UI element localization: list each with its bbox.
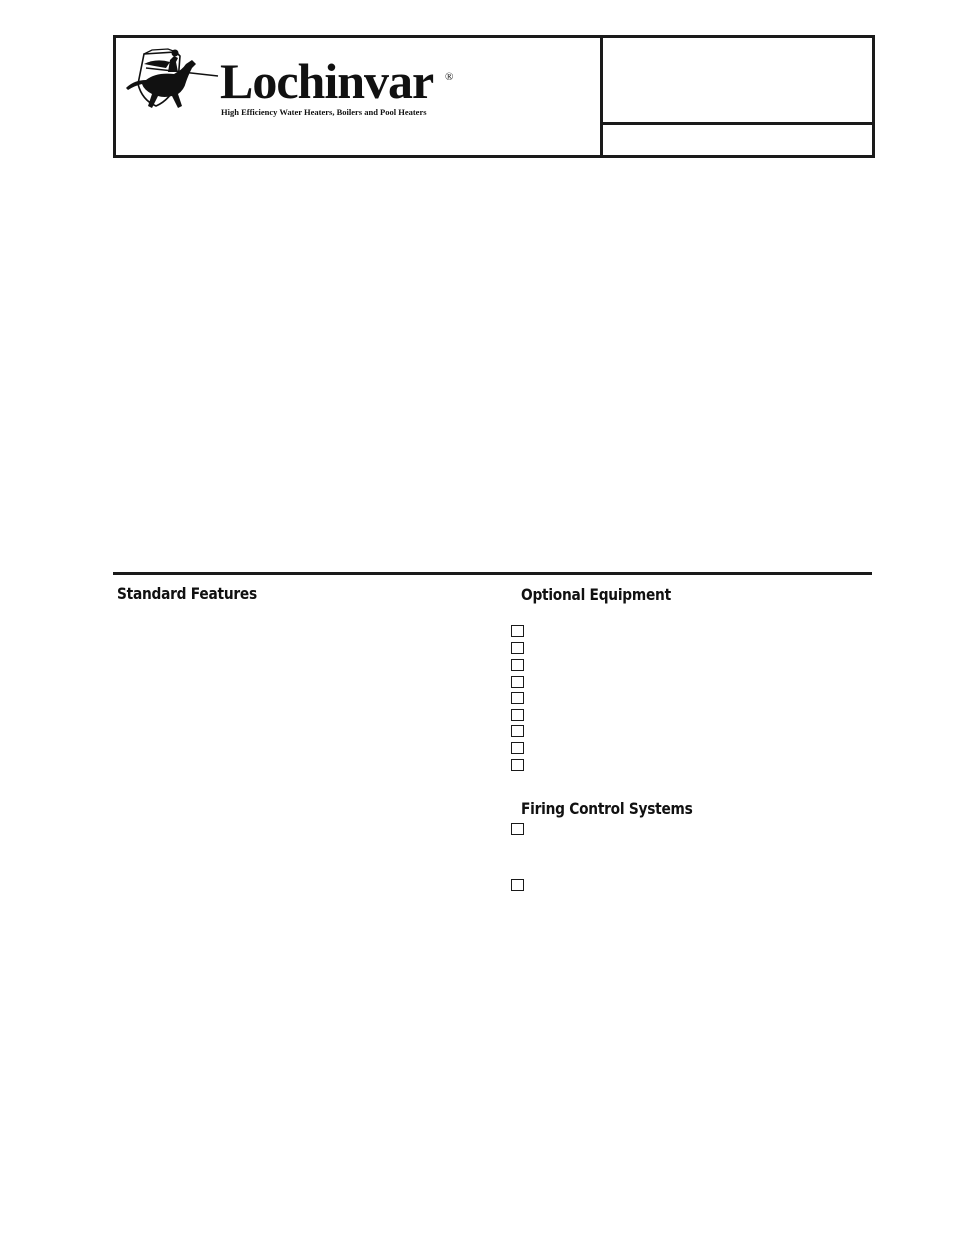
brand-logo: [126, 46, 456, 116]
header-divider-vertical: [600, 38, 603, 155]
knight-on-horse-icon: [126, 46, 221, 116]
firing-control-checkbox[interactable]: [511, 879, 524, 891]
brand-tagline: High Efficiency Water Heaters, Boilers and Pool Heaters: [221, 107, 427, 117]
optional-equipment-checkbox[interactable]: [511, 759, 524, 771]
optional-equipment-checkbox[interactable]: [511, 725, 524, 737]
firing-control-systems-title: Firing Control Systems: [521, 799, 693, 818]
optional-equipment-title: Optional Equipment: [521, 585, 671, 604]
header-box: [113, 35, 875, 158]
optional-equipment-checkbox[interactable]: [511, 625, 524, 637]
standard-features-title: Standard Features: [117, 584, 257, 603]
optional-equipment-checkbox[interactable]: [511, 709, 524, 721]
optional-equipment-checkbox[interactable]: [511, 742, 524, 754]
optional-equipment-checkbox[interactable]: [511, 676, 524, 688]
firing-control-checkbox[interactable]: [511, 823, 524, 835]
registered-mark: ®: [445, 71, 454, 83]
optional-equipment-checkbox[interactable]: [511, 659, 524, 671]
optional-equipment-checkbox[interactable]: [511, 642, 524, 654]
header-divider-horizontal: [603, 122, 872, 125]
brand-name: Lochinvar: [220, 53, 434, 109]
optional-equipment-checkbox[interactable]: [511, 692, 524, 704]
section-divider: [113, 572, 872, 575]
